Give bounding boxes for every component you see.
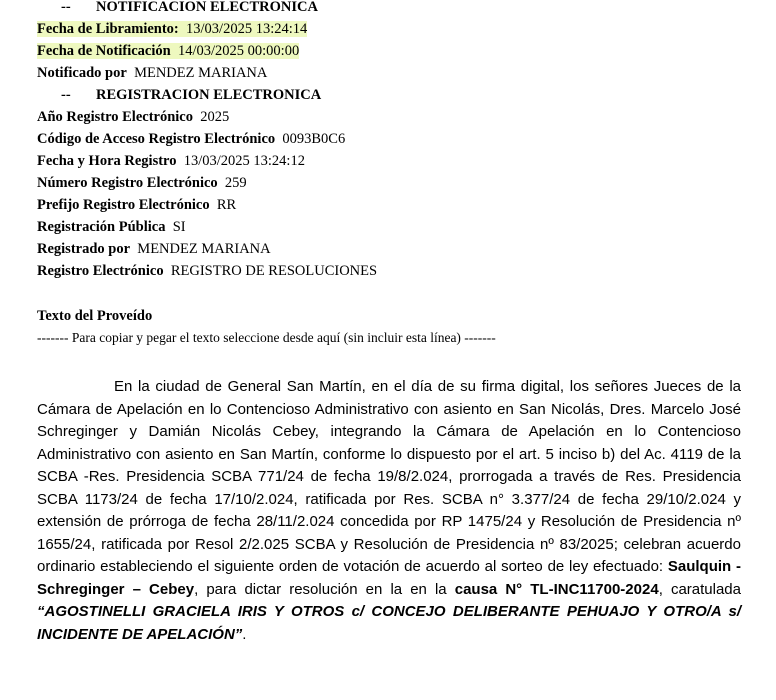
registro-field-row xyxy=(37,216,496,238)
paragraph-text: En la ciudad de General San Martín, en el día de su firma digital, los señores Jueces de la Cámara de Apelación en lo Contencioso Administrativo con asiento en San Nicolás, Dres. Marcelo José Schreginger y Damián Nicolás Cebey, integrando la Cámara de Apelación en lo Contencioso Administrativo con asiento en San Martín, conforme lo dispuesto por el art. 5 inciso b) del Ac. 4119 de la SCBA -Res. Presidencia SCBA 771/24 de fecha 19/8/2.024, prorrogada a través de Res. Presidencia SCBA 1173/24 de fecha 17/10/2.024, ratificada por Res. SCBA n° 3.377/24 de fecha 29/10/2.024 y extensión de prórroga de fecha 28/11/2.024 concedida por RP 1475/24 y Resolución de Presidencia nº 1655/24, ratificada por Resol 2/2.025 SCBA y Resolución de Presidencia nº 83/2025; celebran acuerdo ordinario estableciendo el siguiente orden de votación de acuerdo al sorteo de ley efectuado: xyxy=(37,378,741,575)
fecha-notificacion-row xyxy=(37,40,496,62)
fecha-libramiento-label: Fecha de Libramiento: xyxy=(37,21,179,37)
causa-number: causa N° TL-INC11700-2024 xyxy=(454,580,659,598)
registro-field-label: Registro Electrónico xyxy=(37,263,164,279)
section-dash: -- xyxy=(61,87,71,103)
registro-field-value: 259 xyxy=(224,175,247,191)
fecha-libramiento-value: 13/03/2025 13:24:14 xyxy=(186,21,308,37)
notificacion-section-header xyxy=(37,0,496,18)
paragraph-end: . xyxy=(242,625,247,643)
registro-field-label: Número Registro Electrónico xyxy=(37,175,218,191)
caratula: “AGOSTINELLI GRACIELA IRIS Y OTROS c/ CONCEJO DELIBERANTE PEHUAJO Y OTRO/A s/ INCIDENTE DE APELACIÓN” xyxy=(37,603,741,643)
registracion-section-header xyxy=(37,84,496,106)
fecha-notificacion-highlight xyxy=(37,43,299,59)
registro-field-label: Código de Acceso Registro Electrónico xyxy=(37,131,276,147)
notificado-por-value: MENDEZ MARIANA xyxy=(134,65,268,81)
registro-field-row xyxy=(37,106,496,128)
registro-field-row xyxy=(37,194,496,216)
proveido-heading-row xyxy=(37,305,496,327)
registro-field-label: Prefijo Registro Electrónico xyxy=(37,197,210,213)
proveido-heading: Texto del Proveído xyxy=(37,308,153,324)
section-dash: -- xyxy=(61,0,71,15)
registracion-section-title: REGISTRACION ELECTRONICA xyxy=(96,87,322,103)
registro-field-row xyxy=(37,150,496,172)
registro-field-value: SI xyxy=(172,219,186,235)
registro-field-row xyxy=(37,128,496,150)
notificado-por-row xyxy=(37,62,496,84)
voting-order: Saulquin - Schreginger – Cebey xyxy=(37,558,741,598)
registro-field-value: 13/03/2025 13:24:12 xyxy=(183,153,305,169)
registro-field-label: Año Registro Electrónico xyxy=(37,109,193,125)
notificado-por-label: Notificado por xyxy=(37,65,127,81)
registro-field-value: 2025 xyxy=(200,109,230,125)
paragraph-text: , para dictar resolución en la en la xyxy=(194,580,455,598)
fecha-libramiento-row xyxy=(37,18,496,40)
fecha-notificacion-label: Fecha de Notificación xyxy=(37,43,171,59)
registro-field-value: 0093B0C6 xyxy=(282,131,346,147)
metadata-block xyxy=(37,0,496,349)
registro-field-value: MENDEZ MARIANA xyxy=(137,241,271,257)
registro-field-label: Registración Pública xyxy=(37,219,166,235)
copy-instruction: ------- Para copiar y pegar el texto seleccione desde aquí (sin incluir esta línea) ------- xyxy=(37,330,496,345)
registro-field-row xyxy=(37,238,496,260)
notificacion-section-title: NOTIFICACION ELECTRONICA xyxy=(96,0,318,15)
registro-field-label: Fecha y Hora Registro xyxy=(37,153,177,169)
paragraph-text: , caratulada xyxy=(658,580,741,598)
fecha-libramiento-highlight xyxy=(37,21,307,37)
registro-field-row xyxy=(37,260,496,282)
proveido-paragraph xyxy=(37,376,741,646)
spacer xyxy=(37,282,496,305)
registro-field-value: REGISTRO DE RESOLUCIONES xyxy=(170,263,378,279)
fecha-notificacion-value: 14/03/2025 00:00:00 xyxy=(177,43,300,59)
registro-field-label: Registrado por xyxy=(37,241,131,257)
registro-field-value: RR xyxy=(216,197,237,213)
registro-field-row xyxy=(37,172,496,194)
